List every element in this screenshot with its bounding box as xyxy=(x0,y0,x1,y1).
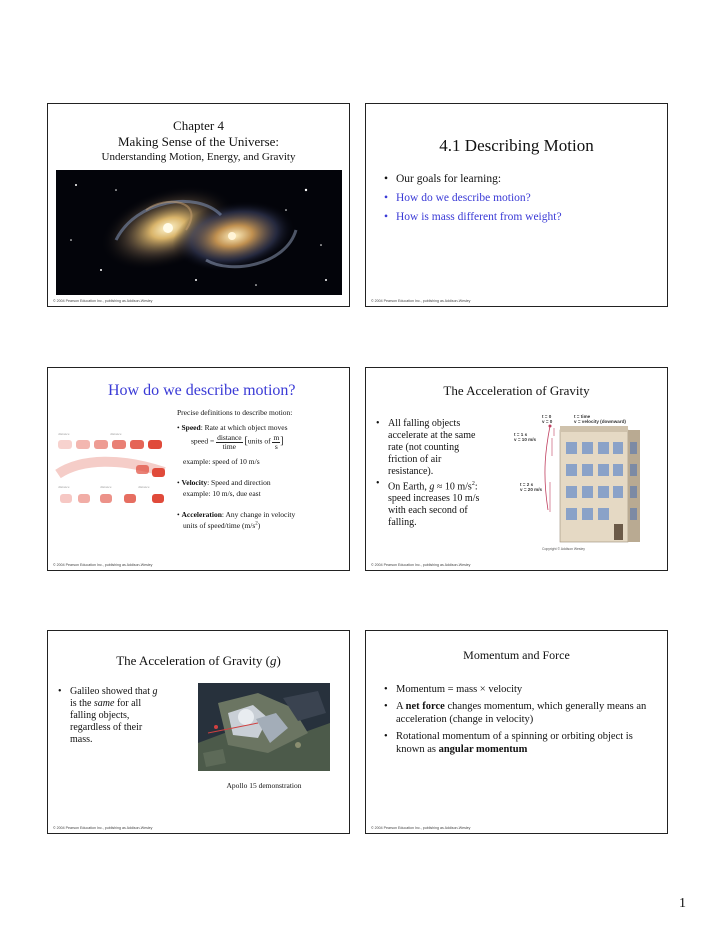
text-span: is the xyxy=(70,698,94,709)
list-item xyxy=(374,478,486,529)
list-item: • Our goals for learning: xyxy=(382,170,562,189)
slide-6 xyxy=(365,630,668,834)
acceleration-units-text: units of speed/time (m/s xyxy=(183,521,256,530)
fall-label: t = 0 xyxy=(542,414,552,419)
list-item: • All falling objects accelerate at the same rate (not counting friction of air resistance). xyxy=(374,418,486,478)
text-span: changes momentum, which generally means an acceleration (change in velocity) xyxy=(396,701,647,725)
slide-3 xyxy=(47,367,350,571)
text-span: Rotational momentum of a spinning or orbiting object is known as xyxy=(396,731,633,755)
car-label: distance xyxy=(58,485,70,489)
fall-label: t = 2 s xyxy=(520,482,534,487)
slide-4 xyxy=(365,367,668,571)
g-symbol: g xyxy=(152,686,158,697)
acceleration-units-sup: 2 xyxy=(255,521,258,527)
slide-2 xyxy=(365,103,668,307)
apollo-photo xyxy=(198,683,330,771)
speed-definition: • Speed: Rate at which object moves xyxy=(177,423,288,432)
slide-6-title: Momentum and Force xyxy=(463,648,570,662)
list-item: • How is mass different from weight? xyxy=(382,208,562,227)
slide-3-title: How do we describe motion? xyxy=(108,382,296,399)
motion-intro: Precise definitions to describe motion: xyxy=(177,408,293,417)
fall-label: v = 20 m/s xyxy=(520,487,543,492)
slide-footer: © 2004 Pearson Education Inc., publishing as Addison-Wesley xyxy=(53,563,153,567)
velocity-term: Velocity xyxy=(181,478,208,487)
list-item: • Momentum = mass × velocity xyxy=(382,683,652,696)
speed-term: Speed xyxy=(181,423,201,432)
car-label: distance xyxy=(100,485,112,489)
slide-2-title: 4.1 Describing Motion xyxy=(439,136,594,155)
velocity-desc: : Speed and direction xyxy=(207,478,271,487)
acceleration-term: Acceleration xyxy=(181,510,222,519)
text-span: : speed increases 10 m/s with each second of falling. xyxy=(388,481,480,529)
acceleration-units xyxy=(183,521,260,530)
velocity-example: example: 10 m/s, due east xyxy=(183,489,261,498)
superscript: 2 xyxy=(471,481,475,487)
list-item xyxy=(382,730,652,756)
text-span: Galileo showed that xyxy=(70,686,153,697)
text-span: ≈ 10 m/s xyxy=(434,481,472,493)
fall-label: v = 0 xyxy=(542,419,553,424)
goals-list xyxy=(382,170,562,227)
acceleration-desc: : Any change in velocity xyxy=(221,510,296,519)
list-item xyxy=(382,700,652,726)
speed-desc: : Rate at which object moves xyxy=(200,423,288,432)
slide-footer: © 2004 Pearson Education Inc., publishing as Addison-Wesley xyxy=(371,299,471,303)
units-numerator: m xyxy=(273,433,280,442)
photo-caption: Apollo 15 demonstration xyxy=(226,781,302,790)
slide-1-title: Making Sense of the Universe: xyxy=(117,134,280,149)
emphasis: same xyxy=(93,698,115,709)
apollo-illustration xyxy=(198,683,330,771)
slide-5-title xyxy=(48,653,349,669)
chapter-label: Chapter 4 xyxy=(173,118,224,133)
fall-label: v = 10 m/s xyxy=(514,437,537,442)
title-text: The Acceleration of Gravity ( xyxy=(116,653,270,668)
legend-label: v = velocity (downward) xyxy=(574,419,626,424)
motion-cars-diagram xyxy=(52,428,174,510)
acceleration-definition: • Acceleration: Any change in velocity xyxy=(177,510,296,519)
building-illustration xyxy=(506,412,662,552)
velocity-definition: • Velocity: Speed and direction xyxy=(177,478,271,487)
slide-1-subtitle: Understanding Motion, Energy, and Gravity xyxy=(101,151,296,163)
car-label: distance xyxy=(58,432,70,436)
galaxy-illustration xyxy=(56,170,342,295)
text-span: On Earth, xyxy=(388,481,430,493)
formula-denominator: time xyxy=(222,441,237,451)
slide-footer: © 2004 Pearson Education Inc., publishing as Addison-Wesley xyxy=(53,826,153,830)
g-symbol: g xyxy=(429,481,435,493)
legend-label: t = time xyxy=(574,414,591,419)
speed-formula: speed = $\frac{\text{distance}}{\text{time}}$ [units of $\frac{m}{s}$ ] xyxy=(191,433,284,451)
formula-lhs: speed = xyxy=(191,436,215,446)
list-item: • How do we describe motion? xyxy=(382,189,562,208)
units-label: units of xyxy=(247,436,271,446)
momentum-bullets xyxy=(382,683,652,756)
g-symbol: g xyxy=(269,653,277,668)
emphasis: net force xyxy=(405,701,445,712)
falling-building-diagram xyxy=(506,412,662,552)
acceleration-units-close: ) xyxy=(257,521,261,530)
title-text: ) xyxy=(276,653,281,668)
speed-example: example: speed of 10 m/s xyxy=(183,457,260,466)
emphasis: angular momentum xyxy=(438,744,528,755)
text-span: for all falling objects, regardless of their mass. xyxy=(70,698,143,745)
slide-footer: © 2004 Pearson Education Inc., publishing as Addison-Wesley xyxy=(371,826,471,830)
slide-1 xyxy=(47,103,350,307)
car-trail-illustration xyxy=(52,428,174,510)
slide-footer: © 2004 Pearson Education Inc., publishing as Addison-Wesley xyxy=(53,299,153,303)
gravity-bullets xyxy=(374,418,486,529)
slide-footer: © 2004 Pearson Education Inc., publishing as Addison-Wesley xyxy=(371,563,471,567)
formula-numerator: distance xyxy=(217,433,242,442)
text-span: A xyxy=(396,701,406,712)
slide-4-title: The Acceleration of Gravity xyxy=(443,383,590,398)
galaxy-image xyxy=(56,170,342,295)
list-item xyxy=(56,686,161,746)
slide-5 xyxy=(47,630,350,834)
copyright-label: Copyright © Addison Wesley xyxy=(542,547,585,551)
car-label: distance xyxy=(138,485,150,489)
units-denominator: s xyxy=(274,441,278,451)
page-number: 1 xyxy=(679,896,686,911)
fall-label: t = 1 s xyxy=(514,432,528,437)
car-label: distance xyxy=(110,432,122,436)
galileo-bullets xyxy=(56,686,161,746)
